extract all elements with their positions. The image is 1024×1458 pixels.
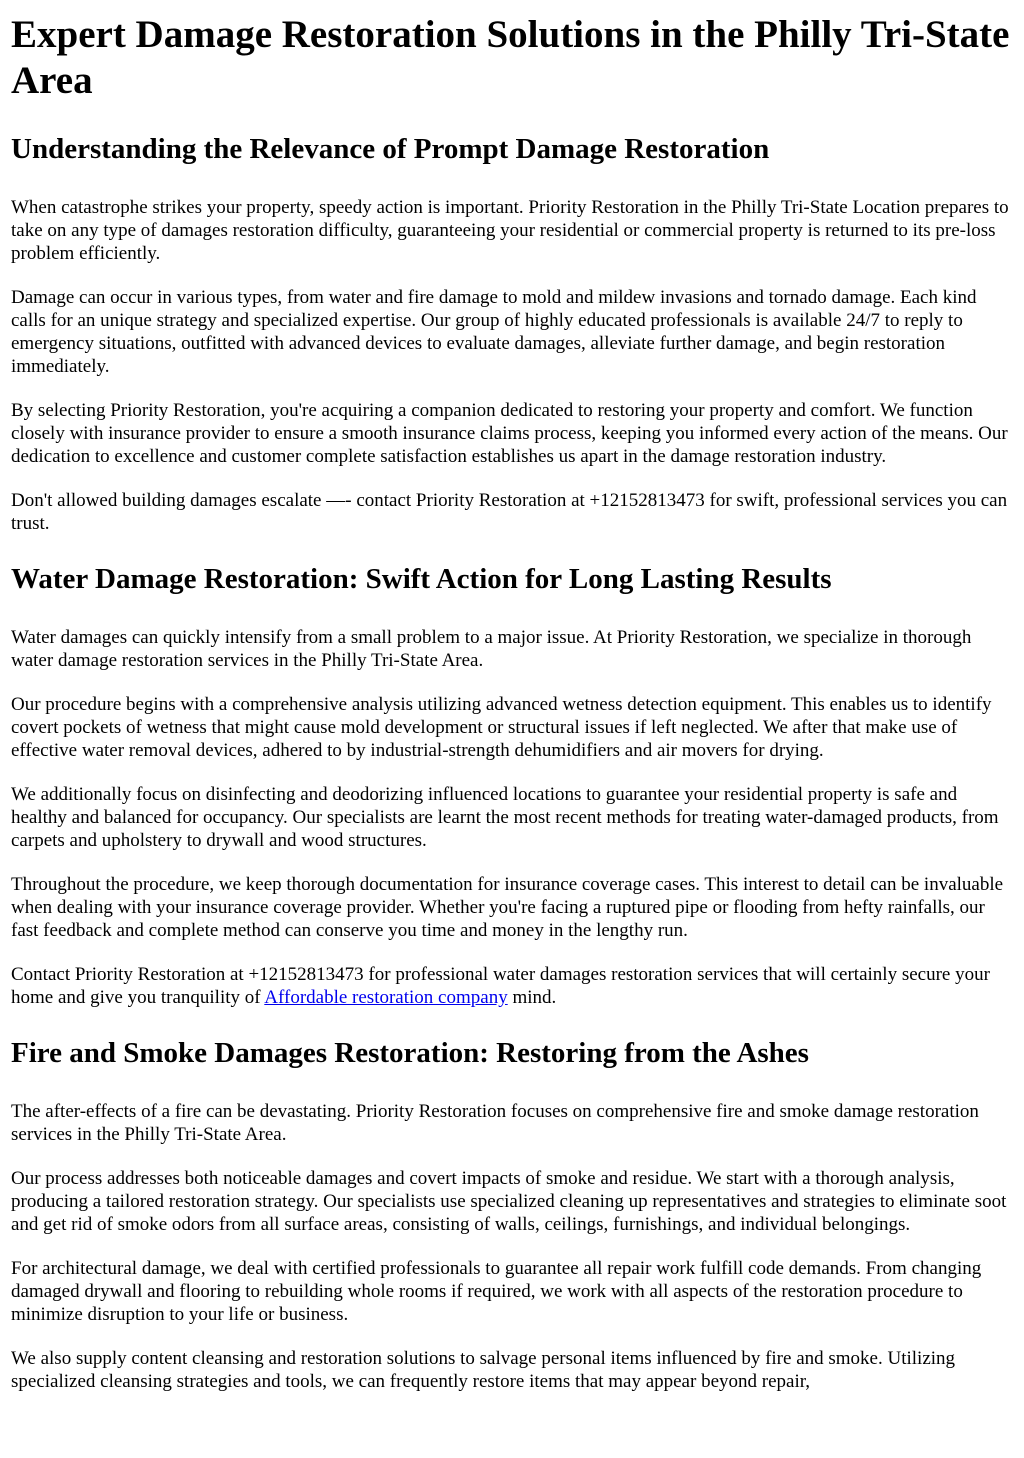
paragraph: Our procedure begins with a comprehensive analysis utilizing advanced wetness detection equipment. This enables us to identify covert pockets of wetness that might cause mold development or structural issues if left neglected. We after that make use of effective water removal devices, adhered to by industrial-strength dehumidifiers and air movers for drying. bbox=[11, 694, 992, 761]
paragraph: Water damages can quickly intensify from a small problem to a major issue. At Priority Restoration, we specialize in thorough water damage restoration services in the Philly Tri-State Area. bbox=[11, 627, 972, 671]
contact-text-after: mind. bbox=[507, 987, 557, 1008]
paragraph: When catastrophe strikes your property, speedy action is important. Priority Restoration in the Philly Tri-State Location prepares to take on any type of damages restoration difficulty, guaranteeing your residential or commercial property is returned to its pre-loss problem efficiently. bbox=[11, 197, 1009, 264]
paragraph: Don't allowed building damages escalate —- contact Priority Restoration at +12152813473 for swift, professional services you can trust. bbox=[11, 490, 1008, 534]
section-heading-relevance: Understanding the Relevance of Prompt Damage Restoration bbox=[11, 133, 770, 165]
page-title: Expert Damage Restoration Solutions in the Philly Tri-State Area bbox=[11, 13, 1010, 102]
affordable-restoration-link[interactable]: Affordable restoration company bbox=[264, 987, 508, 1008]
paragraph: We additionally focus on disinfecting and deodorizing influenced locations to guarantee your residential property is safe and healthy and balanced for occupancy. Our specialists are learnt the most recent methods for treating water-damaged products, from carpets and upholstery to drywall and wood structures. bbox=[11, 784, 999, 851]
contact-paragraph bbox=[11, 963, 1013, 1009]
paragraph: For architectural damage, we deal with certified professionals to guarantee all repair work fulfill code demands. From changing damaged drywall and flooring to rebuilding whole rooms if required, we work with all aspects of the restoration procedure to minimize disruption to your life or business. bbox=[11, 1258, 982, 1325]
paragraph: Damage can occur in various types, from water and fire damage to mold and mildew invasions and tornado damage. Each kind calls for an unique strategy and specialized expertise. Our group of highly educated professionals is available 24/7 to reply to emergency situations, outfitted with advanced devices to evaluate damages, alleviate further damage, and begin restoration immediately. bbox=[11, 287, 977, 377]
paragraph: The after-effects of a fire can be devastating. Priority Restoration focuses on comprehensive fire and smoke damage restoration services in the Philly Tri-State Area. bbox=[11, 1101, 979, 1145]
section-heading-water: Water Damage Restoration: Swift Action for Long Lasting Results bbox=[11, 563, 832, 595]
contact-text-before: Contact Priority Restoration at +12152813473 for professional water damages restoration services that will certainly secure your home and give you tranquility of bbox=[11, 964, 990, 1008]
paragraph: By selecting Priority Restoration, you're acquiring a companion dedicated to restoring your property and comfort. We function closely with insurance provider to ensure a smooth insurance claims process, keeping you informed every action of the means. Our dedication to excellence and customer complete satisfaction establishes us apart in the damage restoration industry. bbox=[11, 400, 1008, 467]
paragraph: We also supply content cleansing and restoration solutions to salvage personal items influenced by fire and smoke. Utilizing specialized cleansing strategies and tools, we can frequently restore items that may appear beyond repair, bbox=[11, 1348, 956, 1392]
paragraph: Our process addresses both noticeable damages and covert impacts of smoke and residue. We start with a thorough analysis, producing a tailored restoration strategy. Our specialists use specialized cleaning up representatives and strategies to eliminate soot and get rid of smoke odors from all surface areas, consisting of walls, ceilings, furnishings, and individual belongings. bbox=[11, 1168, 1007, 1235]
section-heading-fire: Fire and Smoke Damages Restoration: Restoring from the Ashes bbox=[11, 1037, 809, 1069]
article bbox=[0, 12, 1024, 1393]
paragraph: Throughout the procedure, we keep thorough documentation for insurance coverage cases. This interest to detail can be invaluable when dealing with your insurance coverage provider. Whether you're facing a ruptured pipe or flooding from hefty rainfalls, our fast feedback and complete method can conserve you time and money in the lengthy run. bbox=[11, 874, 1004, 941]
